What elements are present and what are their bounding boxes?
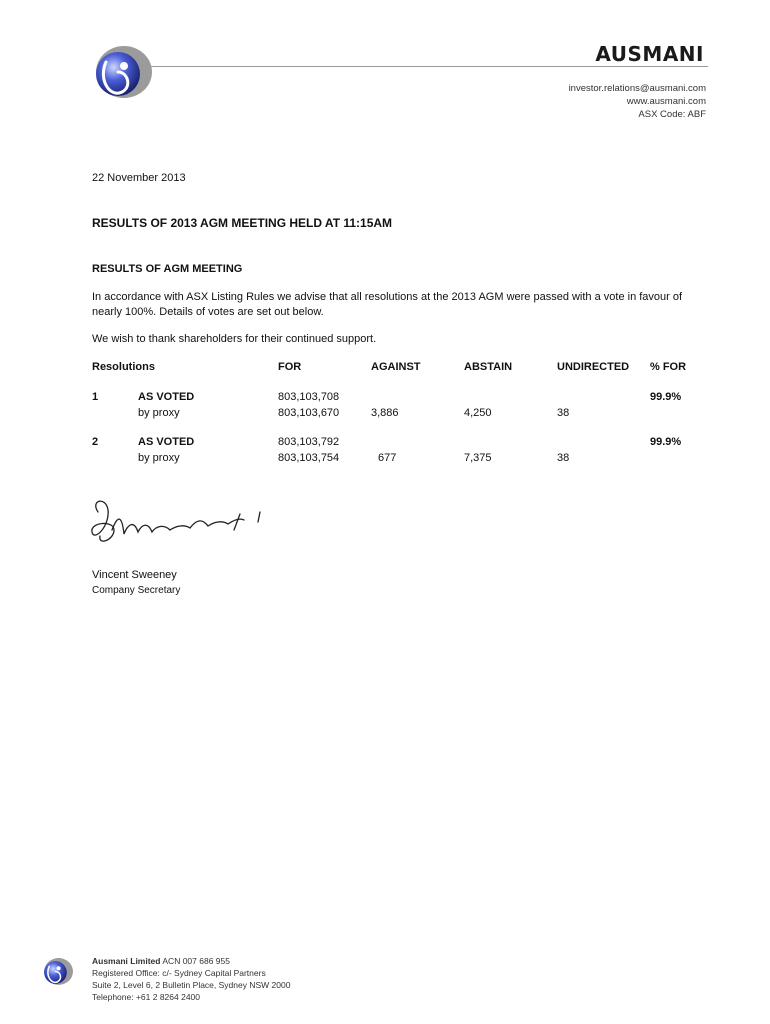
globe-swirl-logo-icon bbox=[88, 42, 154, 108]
proxy-for: 803,103,670 bbox=[278, 407, 340, 419]
signatory-name: Vincent Sweeney bbox=[92, 569, 177, 581]
as-voted-for: 803,103,792 bbox=[278, 436, 340, 448]
letter-date: 22 November 2013 bbox=[92, 172, 186, 184]
pct-for: 99.9% bbox=[650, 436, 682, 448]
proxy-abstain: 7,375 bbox=[464, 452, 492, 464]
signatory-title: Company Secretary bbox=[92, 585, 181, 596]
globe-swirl-logo-icon bbox=[40, 956, 74, 990]
col-header-pct-for: % FOR bbox=[650, 361, 687, 373]
asx-code: ASX Code: ABF bbox=[638, 109, 706, 120]
pct-for: 99.9% bbox=[650, 391, 682, 403]
footer-company-line bbox=[92, 955, 290, 967]
col-header-for: FOR bbox=[278, 361, 302, 373]
col-header-undirected: UNDIRECTED bbox=[557, 361, 630, 373]
proxy-against: 3,886 bbox=[371, 407, 399, 419]
thanks-paragraph: We wish to thank shareholders for their continued support. bbox=[92, 333, 377, 345]
footer-telephone: Telephone: +61 2 8264 2400 bbox=[92, 992, 201, 1002]
resolution-number: 1 bbox=[92, 391, 99, 403]
proxy-undirected: 38 bbox=[557, 407, 570, 419]
section-heading: RESULTS OF AGM MEETING bbox=[92, 263, 243, 275]
proxy-abstain: 4,250 bbox=[464, 407, 492, 419]
col-header-against: AGAINST bbox=[371, 361, 421, 373]
proxy-label: by proxy bbox=[138, 452, 180, 464]
resolution-number: 2 bbox=[92, 436, 99, 448]
handwritten-signature bbox=[84, 490, 274, 552]
letter-title: RESULTS OF 2013 AGM MEETING HELD AT 11:15AM bbox=[92, 216, 393, 230]
proxy-against: 677 bbox=[378, 452, 397, 464]
footer-address: Suite 2, Level 6, 2 Bulletin Place, Sydney NSW 2000 bbox=[92, 980, 291, 990]
proxy-undirected: 38 bbox=[557, 452, 570, 464]
intro-paragraph: In accordance with ASX Listing Rules we advise that all resolutions at the 2013 AGM were passed with a vote in favour of nearly 100%. Details of votes are set out below. bbox=[92, 291, 683, 318]
col-header-abstain: ABSTAIN bbox=[464, 361, 513, 373]
header-divider bbox=[150, 66, 708, 67]
footer-block bbox=[92, 955, 290, 1003]
contact-block bbox=[569, 82, 706, 121]
footer-registered-office: Registered Office: c/- Sydney Capital Partners bbox=[92, 968, 266, 978]
contact-email[interactable]: investor.relations@ausmani.com bbox=[568, 83, 706, 94]
as-voted-label: AS VOTED bbox=[138, 391, 195, 403]
as-voted-label: AS VOTED bbox=[138, 436, 195, 448]
contact-website[interactable]: www.ausmani.com bbox=[626, 96, 706, 107]
footer-acn: ACN 007 686 955 bbox=[162, 956, 230, 966]
proxy-label: by proxy bbox=[138, 407, 180, 419]
as-voted-for: 803,103,708 bbox=[278, 391, 340, 403]
col-header-resolutions: Resolutions bbox=[92, 361, 155, 373]
company-brand-name: AUSMANI bbox=[595, 42, 704, 66]
footer-company: Ausmani Limited bbox=[92, 956, 161, 966]
proxy-for: 803,103,754 bbox=[278, 452, 340, 464]
